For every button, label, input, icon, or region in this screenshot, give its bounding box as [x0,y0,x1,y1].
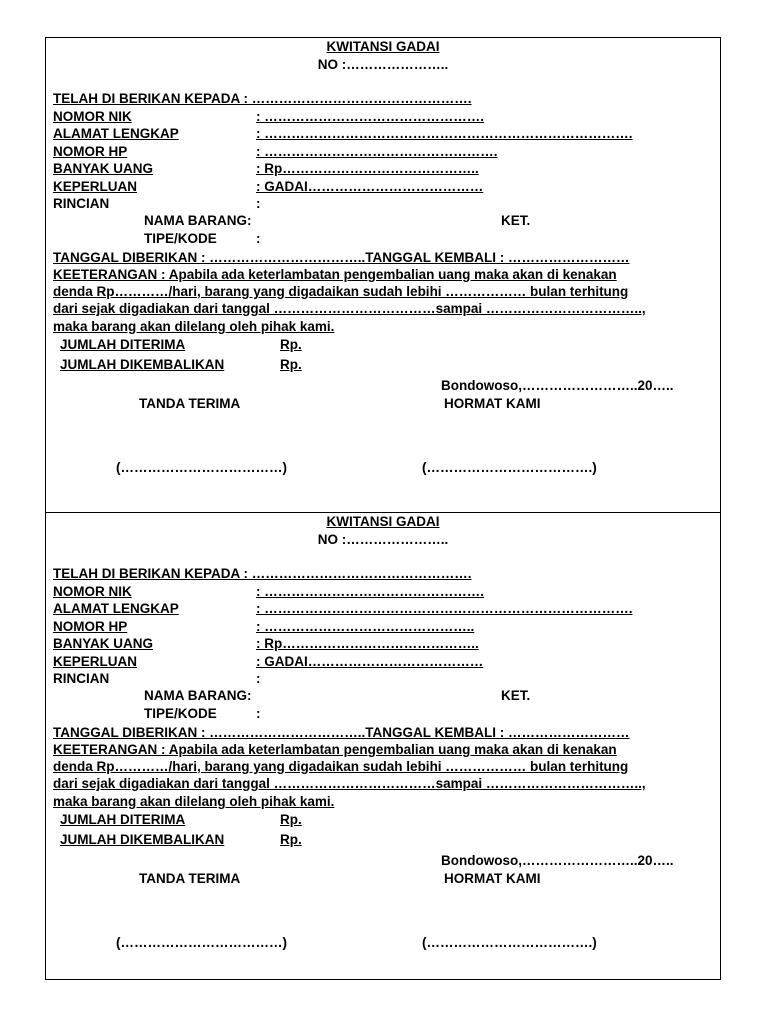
purpose-value: : GADAI………………………………… [256,179,484,194]
remark-line-3: dari sejak digadiakan dari tanggal ………………………………sampai …………………………….., [53,776,646,791]
address-value: : ………………………………………………………………………. [256,126,633,141]
respect-label: HORMAT KAMI [444,396,541,411]
returned-value: Rp. [280,357,302,372]
remark-line-3: dari sejak digadiakan dari tanggal ………………………………sampai …………………………….., [53,301,646,316]
item-name-label: NAMA BARANG: [144,213,252,228]
purpose-value: : GADAI………………………………… [256,654,484,669]
remark-line-1: KEETERANGAN : Apabila ada keterlambatan pengembalian uang maka akan di kenakan [53,742,617,757]
amount-label: BANYAK UANG [53,636,154,651]
received-value: Rp. [280,812,302,827]
place-date: Bondowoso,……………………..20….. [441,853,674,868]
date-line: TANGGAL DIBERIKAN : ……………………………..TANGGAL KEMBALI : ……………………… [53,250,630,265]
signature-right: (……………………………….) [422,935,597,950]
remark-line-1: KEETERANGAN : Apabila ada keterlambatan pengembalian uang maka akan di kenakan [53,267,617,282]
received-label: JUMLAH DITERIMA [60,337,186,352]
details-colon: : [256,671,261,686]
note-label: KET. [501,213,531,228]
phone-label: NOMOR HP [53,619,128,634]
receipt-title: KWITANSI GADAI [326,39,440,54]
item-name-label: NAMA BARANG: [144,688,252,703]
type-label: TIPE/KODE [144,231,217,246]
returned-label: JUMLAH DIKEMBALIKAN [60,832,225,847]
type-label: TIPE/KODE [144,706,217,721]
purpose-label: KEPERLUAN [53,179,138,194]
remark-line-2: denda Rp…………/hari, barang yang digadaikan sudah lebihi ……………… bulan terhitung [53,284,629,299]
phone-label: NOMOR HP [53,144,128,159]
receipt-title: KWITANSI GADAI [326,514,440,529]
respect-label: HORMAT KAMI [444,871,541,886]
phone-value: : ……………………………………………. [256,144,498,159]
place-date: Bondowoso,……………………..20….. [441,378,674,393]
address-label: ALAMAT LENGKAP [53,601,179,616]
date-line: TANGGAL DIBERIKAN : ……………………………..TANGGAL KEMBALI : ……………………… [53,725,630,740]
purpose-label: KEPERLUAN [53,654,138,669]
receipt-2 [45,512,721,980]
returned-label: JUMLAH DIKEMBALIKAN [60,357,225,372]
note-label: KET. [501,688,531,703]
signature-left: (………………………………) [116,460,287,475]
type-colon: : [256,231,261,246]
remark-line-2: denda Rp…………/hari, barang yang digadaikan sudah lebihi ……………… bulan terhitung [53,759,629,774]
signature-left: (………………………………) [116,935,287,950]
remark-line-4: maka barang akan dilelang oleh pihak kami. [53,319,335,334]
address-value: : ………………………………………………………………………. [256,601,633,616]
given-to-line: TELAH DI BERIKAN KEPADA : …………………………………………. [53,91,472,106]
amount-value: : Rp…………………………………….. [256,636,479,651]
amount-label: BANYAK UANG [53,161,154,176]
given-to-line: TELAH DI BERIKAN KEPADA : …………………………………………. [53,566,472,581]
received-value: Rp. [280,337,302,352]
nik-value: : …………………………………………. [256,109,484,124]
amount-value: : Rp…………………………………….. [256,161,479,176]
receipt-1 [45,37,721,513]
nik-label: NOMOR NIK [53,109,132,124]
receipt-number: NO :………………….. [317,532,449,547]
details-label: RINCIAN [53,671,110,686]
signature-right: (……………………………….) [422,460,597,475]
nik-label: NOMOR NIK [53,584,132,599]
address-label: ALAMAT LENGKAP [53,126,179,141]
remark-line-4: maka barang akan dilelang oleh pihak kami. [53,794,335,809]
receiver-label: TANDA TERIMA [139,396,241,411]
type-colon: : [256,706,261,721]
details-label: RINCIAN [53,196,110,211]
receiver-label: TANDA TERIMA [139,871,241,886]
receipt-number: NO :………………….. [317,57,449,72]
nik-value: : …………………………………………. [256,584,484,599]
received-label: JUMLAH DITERIMA [60,812,186,827]
returned-value: Rp. [280,832,302,847]
phone-value: : ……………………………………….. [256,619,475,634]
details-colon: : [256,196,261,211]
